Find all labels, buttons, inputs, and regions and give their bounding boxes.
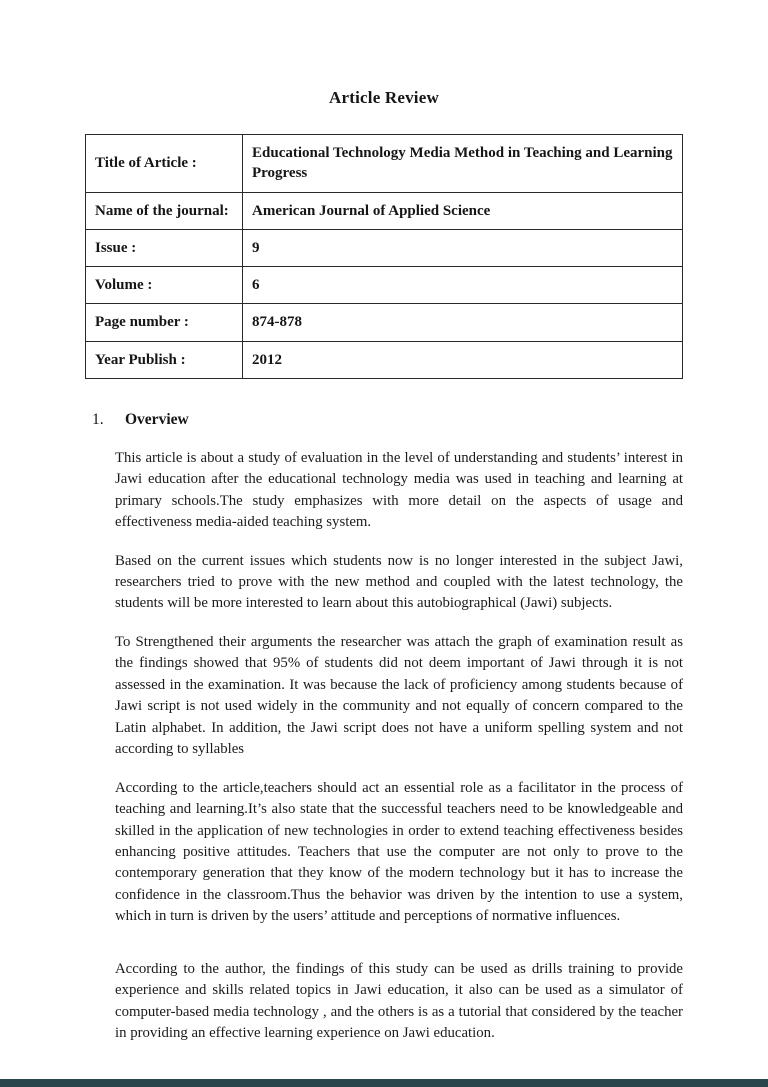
row-label: Title of Article : (86, 135, 243, 193)
row-value: 2012 (243, 341, 683, 378)
review-table (85, 134, 683, 379)
row-value: 9 (243, 229, 683, 266)
paragraph: According to the author, the findings of this study can be used as drills training to provide experience and skills related topics in Jawi education, it also can be used as a simulator of computer-based media technology , and the others is as a tutorial that considered by the teacher in providing an effective learning experience on Jawi education. (115, 960, 683, 1042)
row-value: 6 (243, 267, 683, 304)
row-value: Educational Technology Media Method in Teaching and Learning Progress (243, 135, 683, 193)
row-value: 874-878 (243, 304, 683, 341)
table-row (86, 229, 683, 266)
paragraph: According to the article,teachers should act an essential role as a facilitator in the process of teaching and learning.It’s also state that the successful teachers need to be knowledgeable and skilled in the application of new technologies in order to extend teaching effectiveness besides enhancing positive attitudes. Teachers that use the computer are not only to prove to the contemporary generation that they know of the modern technology but it has to increase the confidence in the classroom.Thus the behavior was driven by the intention to use a system, which in turn is driven by the users’ attitude and perceptions of normative influences. (115, 779, 683, 925)
overview-section-heading (92, 411, 768, 429)
footer-bar (0, 1079, 768, 1087)
row-label: Volume : (86, 267, 243, 304)
overview-body (115, 448, 683, 1045)
table-row (86, 304, 683, 341)
table-row (86, 341, 683, 378)
section-title: Overview (125, 410, 189, 428)
table-row (86, 192, 683, 229)
table-row (86, 267, 683, 304)
paragraph: Based on the current issues which students now is no longer interested in the subject Jawi, researchers tried to prove with the new method and coupled with the latest technology, the students will be more interested to learn about this autobiographical (Jawi) subjects. (115, 552, 683, 612)
row-label: Page number : (86, 304, 243, 341)
row-label: Name of the journal: (86, 192, 243, 229)
paragraph: To Strengthened their arguments the researcher was attach the graph of examination result as the findings showed that 95% of students did not deem important of Jawi through it is not assessed in the examination. It was because the lack of proficiency among students because of Jawi script is not used widely in the community and not equally of concern compared to the Latin alphabet. In addition, the Jawi script does not have a uniform spelling system and not according to syllables (115, 633, 683, 758)
row-value: American Journal of Applied Science (243, 192, 683, 229)
page-title: Article Review (329, 88, 439, 107)
row-label: Issue : (86, 229, 243, 266)
section-number: 1. (92, 410, 104, 428)
table-row (86, 135, 683, 193)
row-label: Year Publish : (86, 341, 243, 378)
paragraph: This article is about a study of evaluation in the level of understanding and students’ interest in Jawi education after the educational technology media was used in teaching and learning at primary schools.The study emphasizes with more detail on the aspects of usage and effectiveness media-aided teaching system. (115, 449, 683, 531)
